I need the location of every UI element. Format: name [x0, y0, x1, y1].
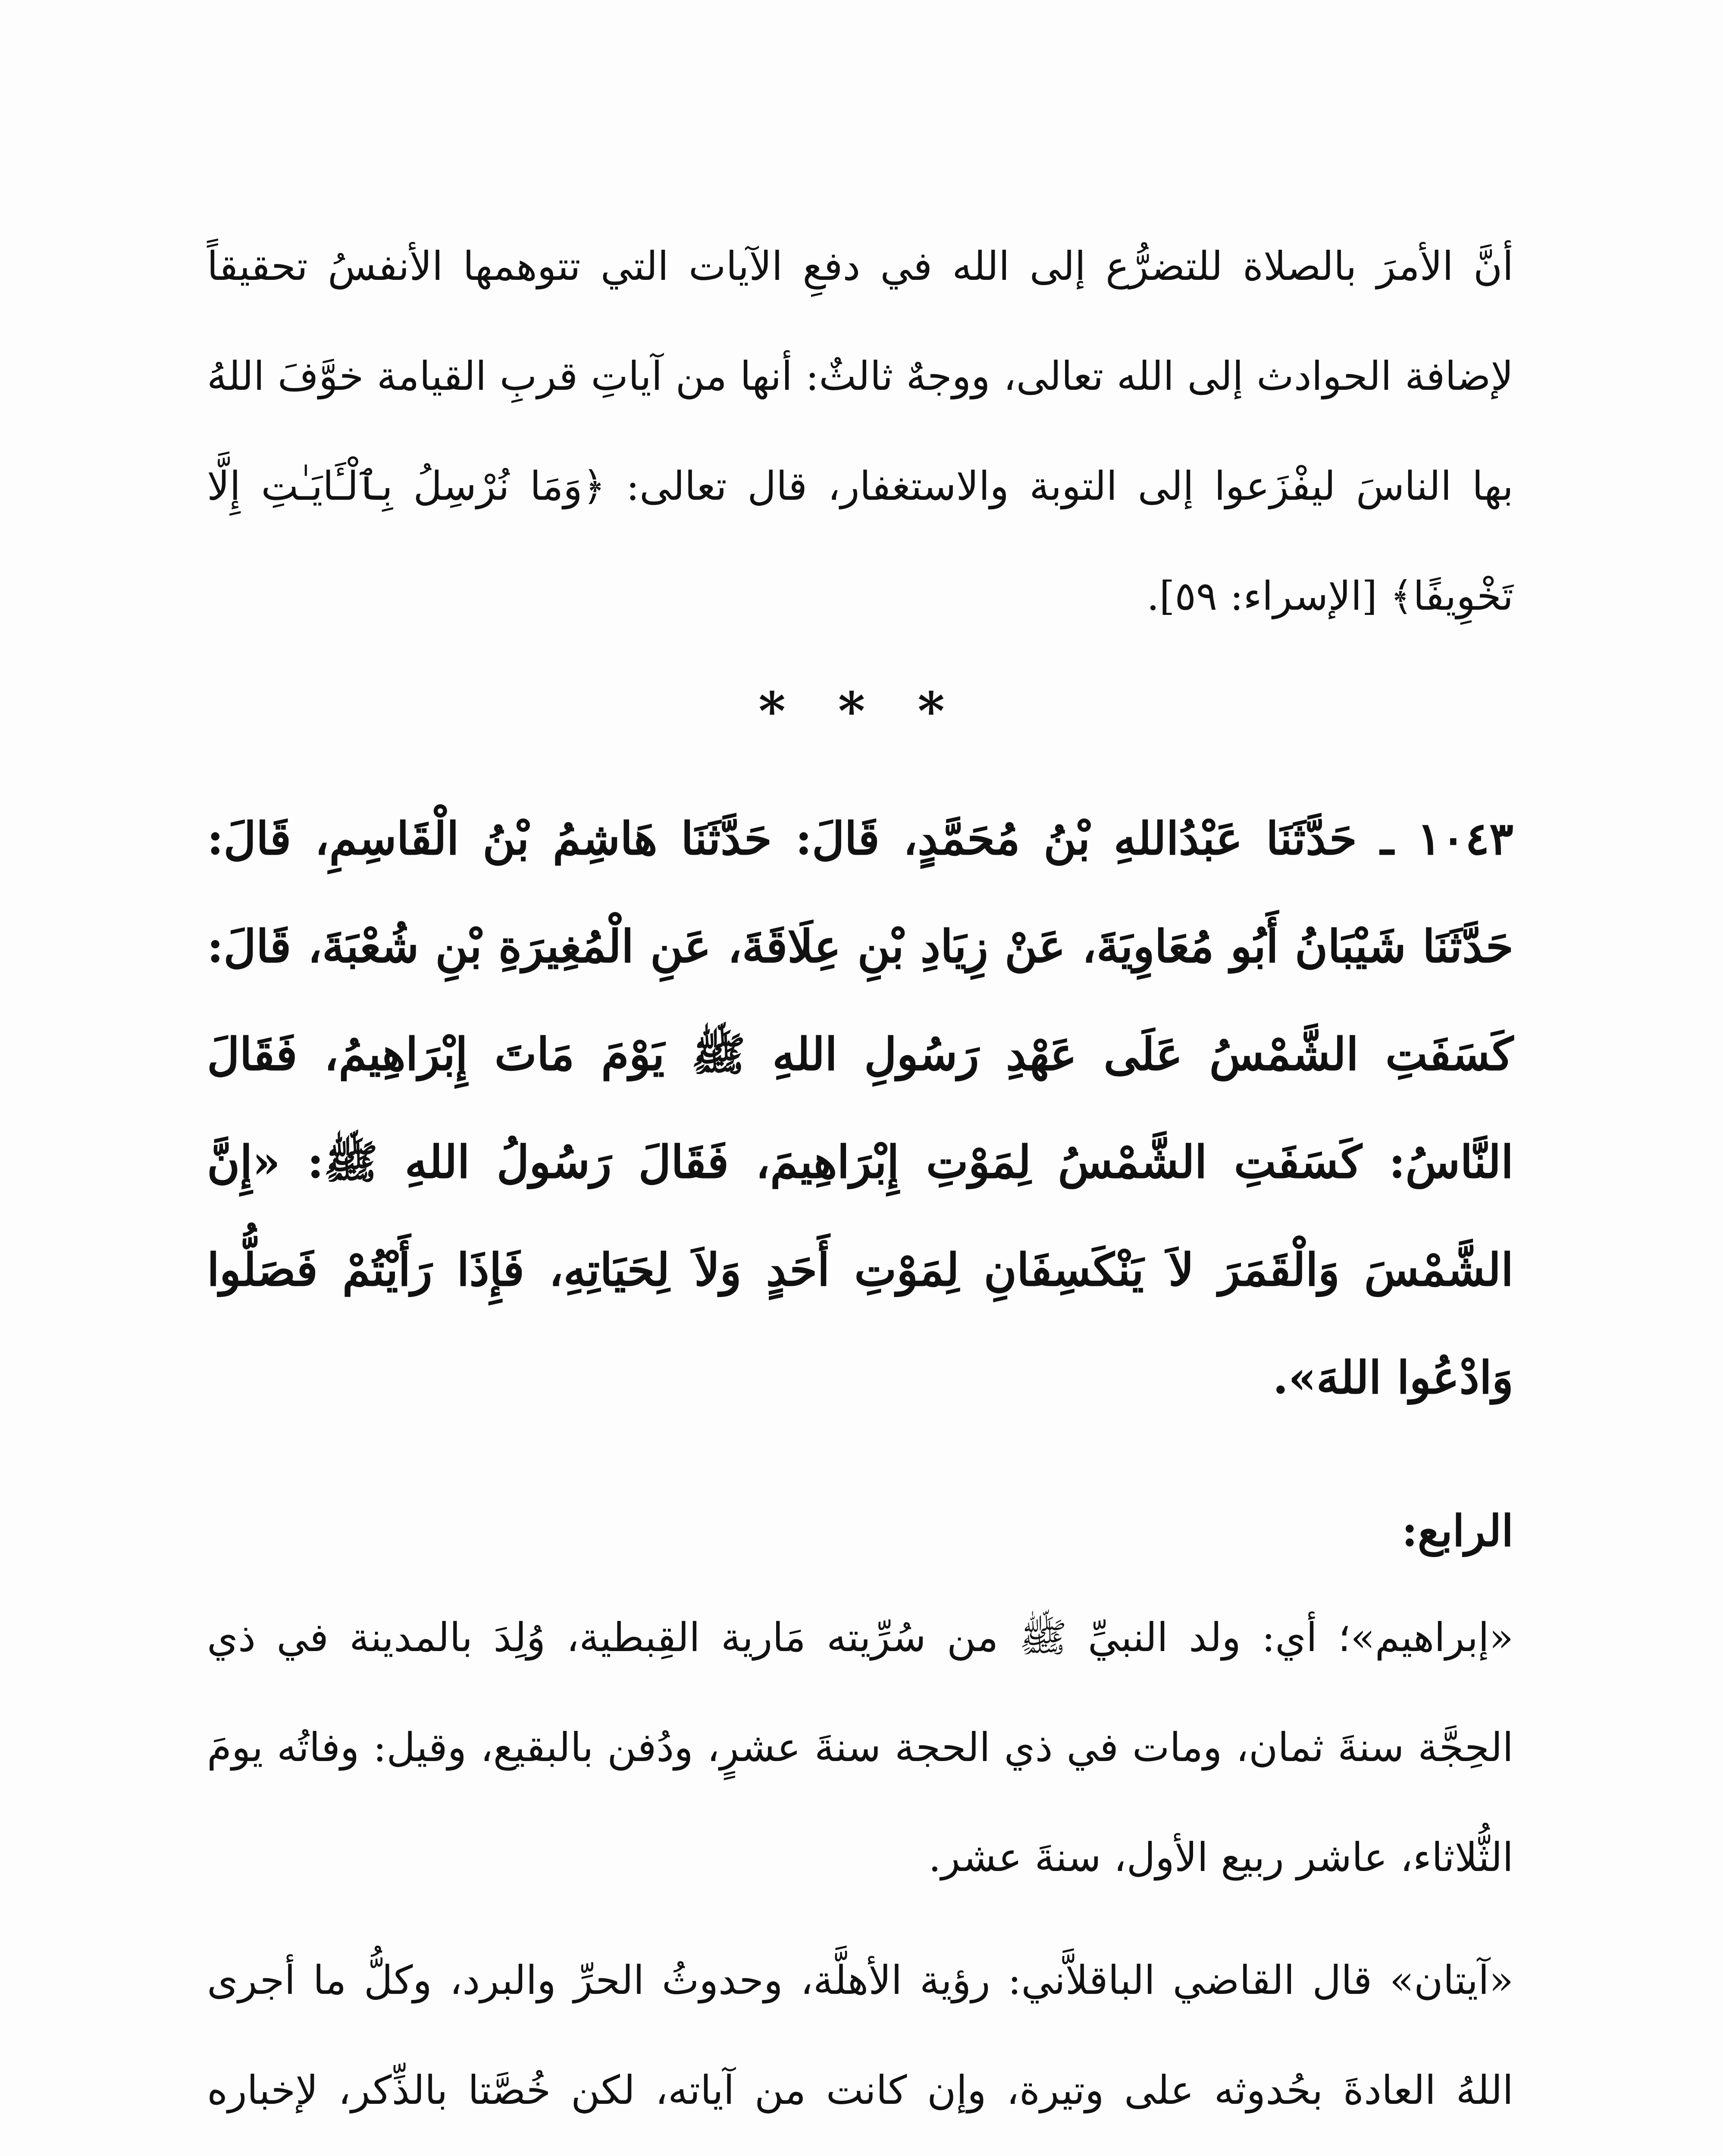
- commentary-paragraph-ibrahim: «إبراهيم»؛ أي: ولد النبيِّ ﷺ من سُرِّيته مَارية القِبطية، وُلِدَ بالمدينة في ذي الحِجَّة سنةَ ثمان، ومات في ذي الحجة سنةَ عشرٍ، ودُفن بالبقيع، وقيل: وفاتُه يومَ الثُّلاثاء، عاشر ربيع الأول، سنةَ عشر.: [207, 1614, 1513, 1880]
- hadith-text: ١٠٤٣ ـ حَدَّثَنَا عَبْدُاللهِ بْنُ مُحَمَّدٍ، قَالَ: حَدَّثَنَا هَاشِمُ بْنُ الْقَاسِمِ، قَالَ: حَدَّثَنَا شَيْبَانُ أَبُو مُعَاوِيَةَ، عَنْ زِيَادِ بْنِ عِلَاقَةَ، عَنِ الْمُغِيرَةِ بْنِ شُعْبَةَ، قَالَ: كَسَفَتِ الشَّمْسُ عَلَى عَهْدِ رَسُولِ اللهِ ﷺ يَوْمَ مَاتَ إِبْرَاهِيمُ، فَقَالَ النَّاسُ: كَسَفَتِ الشَّمْسُ لِمَوْتِ إِبْرَاهِيمَ، فَقَالَ رَسُولُ اللهِ ﷺ: «إِنَّ الشَّمْسَ وَالْقَمَرَ لاَ يَنْكَسِفَانِ لِمَوْتِ أَحَدٍ وَلاَ لِحَيَاتِهِ، فَإِذَا رَأَيْتُمْ فَصَلُّوا وَادْعُوا اللهَ».: [207, 812, 1513, 1404]
- page-body: [207, 211, 1513, 2156]
- commentary-paragraph-ayatan: «آيتان» قال القاضي الباقلاَّني: رؤية الأهلَّة، وحدوثُ الحرِّ والبرد، وكلُّ ما أجرى اللهُ العادةَ بحُدوثه على وتيرة، وإن كانت من آياته، لكن خُصَّتا بالذِّكر، لإخباره: [207, 1957, 1513, 2113]
- intro-paragraph: أنَّ الأمرَ بالصلاة للتضرُّع إلى الله في دفعِ الآيات التي تتوهمها الأنفسُ تحقيقاً لإضافة الحوادث إلى الله تعالى، ووجهٌ ثالثٌ: أنها من آياتِ قربِ القيامة خوَّفَ اللهُ بها الناسَ ليفْزَعوا إلى التوبة والاستغفار، قال تعالى: ﴿وَمَا نُرْسِلُ بِٱلْـَٔايَـٰتِ إِلَّا تَخْوِيفًا﴾ [الإسراء: ٥٩].: [207, 243, 1513, 619]
- section-separator: * * *: [758, 681, 962, 742]
- section-heading: الرابع:: [1401, 1505, 1513, 1556]
